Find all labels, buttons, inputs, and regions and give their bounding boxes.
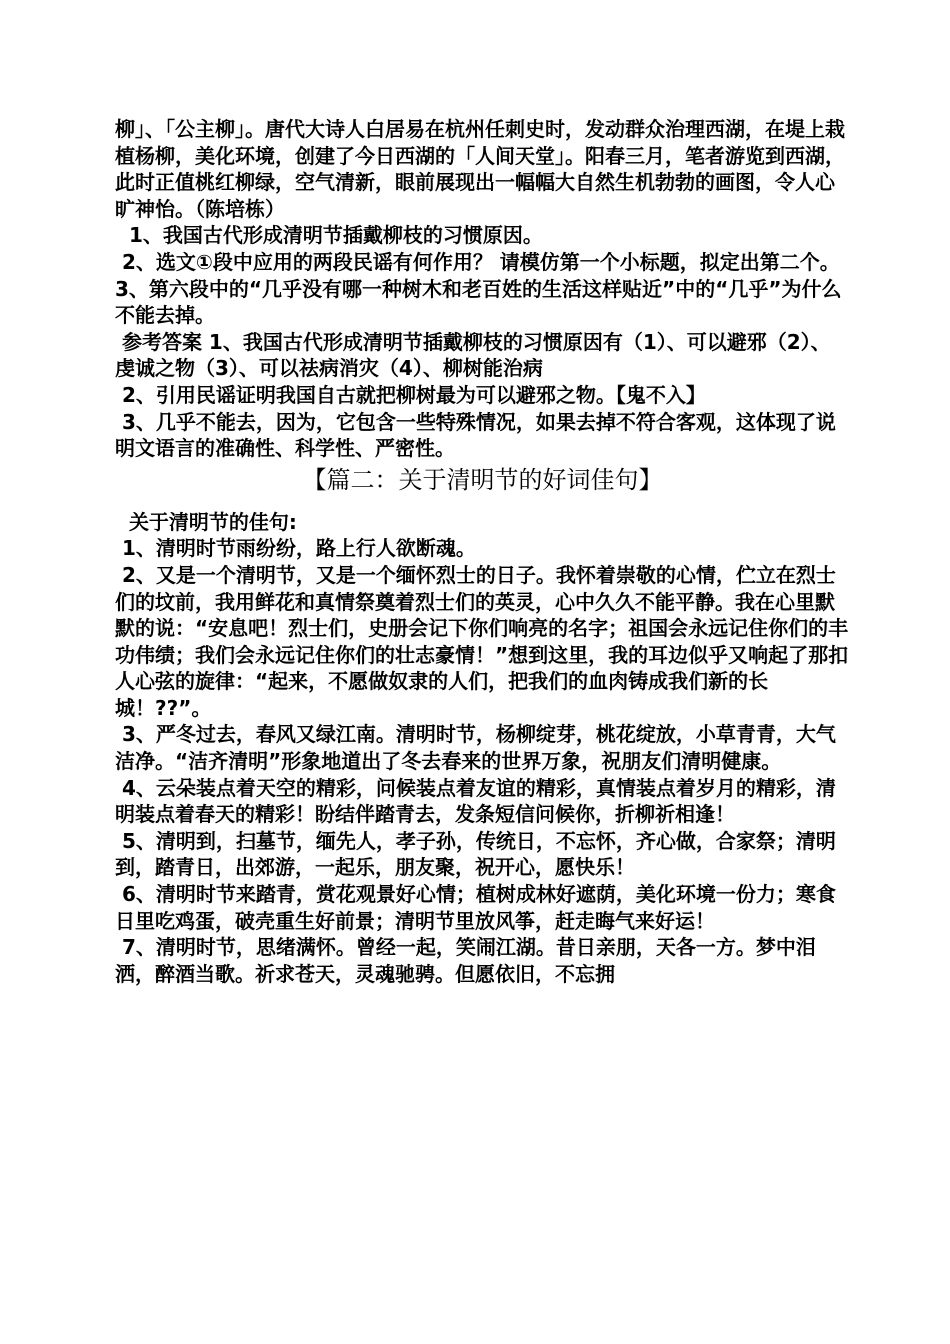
quote-item-5: 5、清明到，扫墓节，缅先人，孝子孙，传统日，不忘怀，齐心做，合家祭；清明到，踏青日，出郊游，一起乐，朋友聚，祝开心，愿快乐！ — [115, 828, 836, 880]
quote-item-7: 7、清明时节，思绪满怀。曾经一起，笑闹江湖。昔日亲朋，天各一方。梦中泪洒，醉酒当歌。祈求苍天，灵魂驰骋。但愿依旧，不忘拥 — [115, 935, 816, 986]
section-title: 【篇二：关于清明节的好词佳句】 — [302, 465, 663, 494]
paragraph-intro: 柳」、「公主柳」。唐代大诗人白居易在杭州任刺史时，发动群众治理西湖，在堤上栽植杨柳，美化环境，创建了今日西湖的「人间天堂」。阳春三月，笔者游览到西湖，此时正值桃红柳绿，空气清新，眼前展现出一幅幅大自然生机勃勃的画图，令人心旷神怡。（陈培栋） — [115, 117, 845, 221]
question-1: 1、我国古代形成清明节插戴柳枝的习惯原因。 — [115, 223, 543, 248]
question-3: 3、第六段中的“几乎没有哪一种树木和老百姓的生活这样贴近”中的“几乎”为什么不能去掉。 — [115, 276, 842, 328]
quote-item-3: 3、严冬过去，春风又绿江南。清明时节，杨柳绽芽，桃花绽放，小草青青，大气洁净。“洁齐清明”形象地道出了冬去春来的世界万象，祝朋友们清明健康。 — [115, 722, 836, 774]
quote-item-1: 1、清明时节雨纷纷，路上行人欲断魂。 — [115, 536, 476, 561]
question-2: 2、选文①段中应用的两段民谣有何作用？ 请模仿第一个小标题，拟定出第二个。 — [115, 249, 840, 274]
quotes-heading: 关于清明节的佳句: — [115, 509, 297, 534]
answer-2: 2、引用民谣证明我国自古就把柳树最为可以避邪之物。【鬼不入】 — [115, 382, 706, 407]
document-page — [115, 116, 850, 987]
answer-3: 3、几乎不能去，因为，它包含一些特殊情况，如果去掉不符合客观，这体现了说明文语言的准确性、科学性、严密性。 — [115, 409, 836, 461]
answer-1: 参考答案 1、我国古代形成清明节插戴柳枝的习惯原因有（1）、可以避邪（2）、虔诚之物（3）、可以祛病消灾（4）、柳树能治病 — [115, 329, 831, 381]
quote-item-4: 4、云朵装点着天空的精彩，问候装点着友谊的精彩，真情装点着岁月的精彩，清明装点着春天的精彩！盼结伴踏青去，发条短信问候你，折柳祈相逢！ — [115, 775, 836, 827]
quote-item-2: 2、又是一个清明节，又是一个缅怀烈士的日子。我怀着崇敬的心情，伫立在烈士们的坟前，我用鲜花和真情祭奠着烈士们的英灵，心中久久不能平静。我在心里默默的说：“安息吧！烈士们，史册会记下你们响亮的名字；祖国会永远记住你们的丰功伟绩；我们会永远记住你们的壮志豪情！”想到这里，我的耳边似乎又响起了那扣人心弦的旋律：“起来，不愿做奴隶的人们，把我们的血肉铸成我们新的长城！??”。 — [115, 562, 849, 720]
quote-item-6: 6、清明时节来踏青，赏花观景好心情；植树成林好遮荫，美化环境一份力；寒食日里吃鸡蛋，破壳重生好前景；清明节里放风筝，赶走晦气来好运！ — [115, 882, 836, 933]
